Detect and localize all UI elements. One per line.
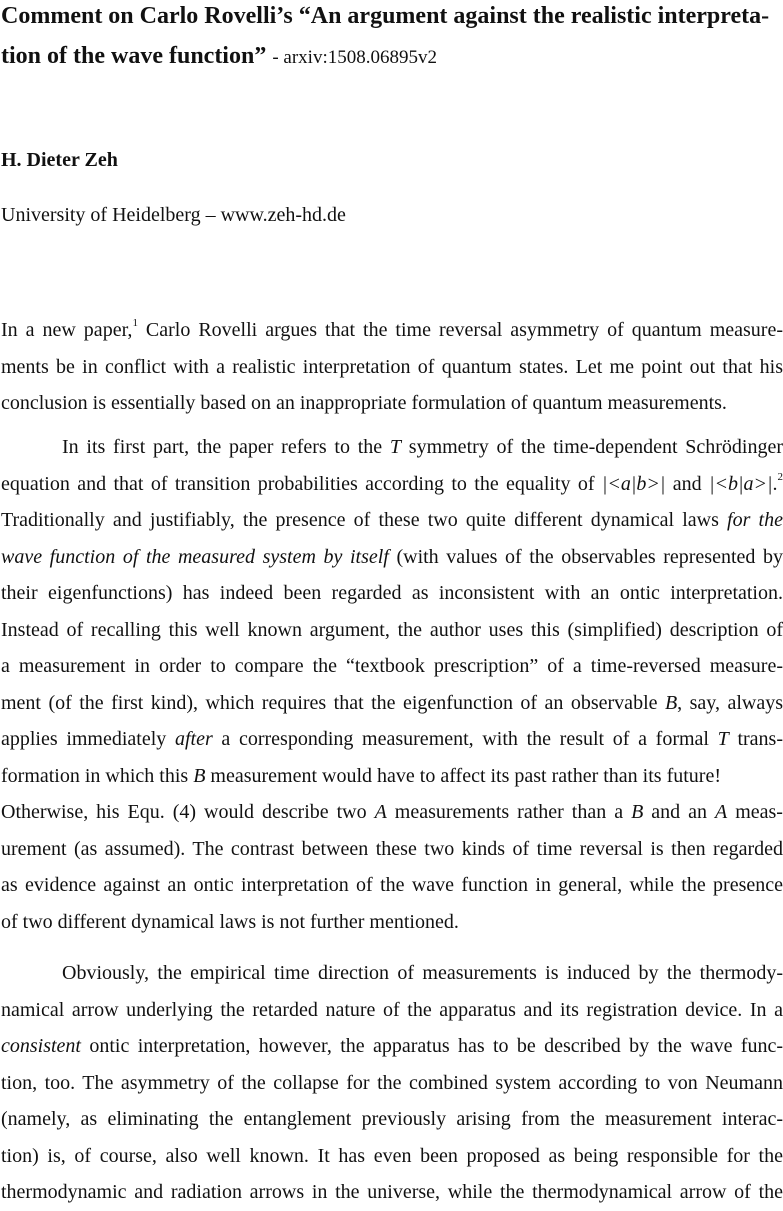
p3-consistent-italic: consistent bbox=[1, 1035, 81, 1057]
p2-l4b: (with values of the observables represented by bbox=[388, 545, 783, 568]
p2-l2a: equation and that of transition probabilities according to the equality of bbox=[1, 472, 602, 495]
p2-B-symbol-1: B bbox=[664, 691, 678, 714]
p3-line-5: (namely, as eliminating the entanglement previously arising from the measurement interac- bbox=[1, 1108, 783, 1130]
p2-A-symbol-2: A bbox=[715, 801, 728, 823]
title-line-2 bbox=[1, 36, 783, 78]
p2-l11b: measurements rather than a bbox=[386, 801, 632, 823]
p2-l2end: . bbox=[772, 472, 778, 495]
author-affiliation: University of Heidelberg – www.zeh-hd.de bbox=[1, 204, 346, 226]
p2-line-14: of two different dynamical laws is not further mentioned. bbox=[1, 910, 459, 933]
p2-l11d: meas- bbox=[727, 801, 783, 823]
p2-line-8 bbox=[1, 685, 783, 722]
p2-line-9 bbox=[1, 721, 783, 758]
p2-line-6: Instead of recalling this well known argument, the author uses this (simplified) description of bbox=[1, 618, 783, 641]
p3-line-6: tion) is, of course, also well known. It has even been proposed as being responsible for the bbox=[1, 1144, 783, 1167]
p2-l9b: a corresponding measurement, with the result of a formal bbox=[212, 728, 718, 750]
p1-line-2: ments be in conflict with a realistic interpretation of quantum states. Let me point out that his bbox=[1, 355, 783, 378]
footnote-marker-2[interactable]: 2 bbox=[777, 470, 783, 483]
p1-line-1 bbox=[1, 312, 783, 349]
p2-l4-italic: wave function of the measured system by itself bbox=[1, 545, 389, 568]
paragraph-1 bbox=[1, 312, 783, 422]
p1-l1b: Carlo Rovelli argues that the time reversal asymmetry of quantum measure- bbox=[137, 319, 783, 341]
p2-B-symbol-3: B bbox=[631, 801, 644, 823]
p2-l3-italic: for the bbox=[727, 509, 783, 531]
p3-line-2: namical arrow underlying the retarded nature of the apparatus and its registration device. In a bbox=[1, 998, 783, 1021]
p2-T-symbol: T bbox=[389, 436, 402, 458]
arxiv-id: - arxiv:1508.06895v2 bbox=[272, 47, 437, 68]
title-line-1: Comment on Carlo Rovelli’s “An argument against the realistic interpreta- bbox=[1, 3, 770, 29]
p2-line-4 bbox=[1, 539, 783, 576]
p2-line-7: a measurement in order to compare the “textbook prescription” of a time-reversed measure- bbox=[1, 655, 783, 677]
paragraph-2 bbox=[1, 429, 783, 940]
p2-amplitude-ab: |<a|b>| bbox=[601, 472, 666, 495]
p2-line-2 bbox=[1, 466, 783, 503]
p1-line-3: conclusion is essentially based on an inappropriate formulation of quantum measurements. bbox=[1, 392, 727, 414]
p2-A-symbol-1: A bbox=[374, 801, 387, 823]
p2-T-symbol-2: T bbox=[717, 728, 729, 750]
p2-l1a: In its first part, the paper refers to the bbox=[62, 436, 390, 458]
p3-l3b: ontic interpretation, however, the apparatus has to be described by the wave func- bbox=[81, 1035, 783, 1057]
p2-line-11 bbox=[1, 794, 783, 831]
p3-line-4: tion, too. The asymmetry of the collapse for the combined system according to von Neumann bbox=[1, 1071, 783, 1094]
paper-title bbox=[1, 0, 783, 78]
p1-l1a: In a new paper, bbox=[1, 319, 133, 341]
p2-l1b: symmetry of the time-dependent Schrödinger bbox=[401, 436, 783, 458]
p2-l3a: Traditionally and justifiably, the presence of these two quite different dynamical laws bbox=[1, 509, 728, 531]
p2-l10b: measurement would have to affect its past rather than its future! bbox=[205, 764, 721, 787]
p3-line-7: thermodynamic and radiation arrows in the universe, while the thermodynamical arrow of the bbox=[1, 1181, 783, 1203]
p2-l10a: formation in which this bbox=[1, 764, 194, 787]
p2-line-1 bbox=[1, 429, 783, 466]
p2-l2and: and bbox=[665, 472, 710, 495]
p2-l11c: and an bbox=[643, 801, 716, 823]
p2-after-italic: after bbox=[174, 728, 213, 750]
p2-l11a: Otherwise, his Equ. (4) would describe two bbox=[1, 801, 375, 823]
p2-B-symbol-2: B bbox=[193, 764, 206, 787]
paragraph-3 bbox=[1, 955, 783, 1211]
p2-line-10 bbox=[1, 758, 783, 795]
p2-line-12: urement (as assumed). The contrast between these two kinds of time reversal is then regarded bbox=[1, 837, 783, 860]
p2-l9c: trans- bbox=[728, 728, 783, 750]
p2-l8a: ment (of the first kind), which requires that the eigenfunction of an observable bbox=[1, 691, 665, 714]
footnote-marker-1[interactable]: 1 bbox=[132, 317, 138, 330]
p3-line-1: Obviously, the empirical time direction of measurements is induced by the thermody- bbox=[62, 962, 783, 984]
p2-amplitude-ba: |<b|a>| bbox=[709, 472, 773, 495]
title-line-2-text: tion of the wave function” bbox=[1, 43, 267, 69]
author-name: H. Dieter Zeh bbox=[1, 149, 118, 171]
p2-l9a: applies immediately bbox=[1, 728, 175, 750]
p2-line-5: their eigenfunctions) has indeed been regarded as inconsistent with an ontic interpretation. bbox=[1, 582, 783, 604]
p2-line-3 bbox=[1, 502, 783, 539]
p2-line-13: as evidence against an ontic interpretation of the wave function in general, while the presence bbox=[1, 874, 783, 896]
p3-line-3 bbox=[1, 1028, 783, 1065]
p2-l8b: , say, always bbox=[677, 691, 783, 714]
